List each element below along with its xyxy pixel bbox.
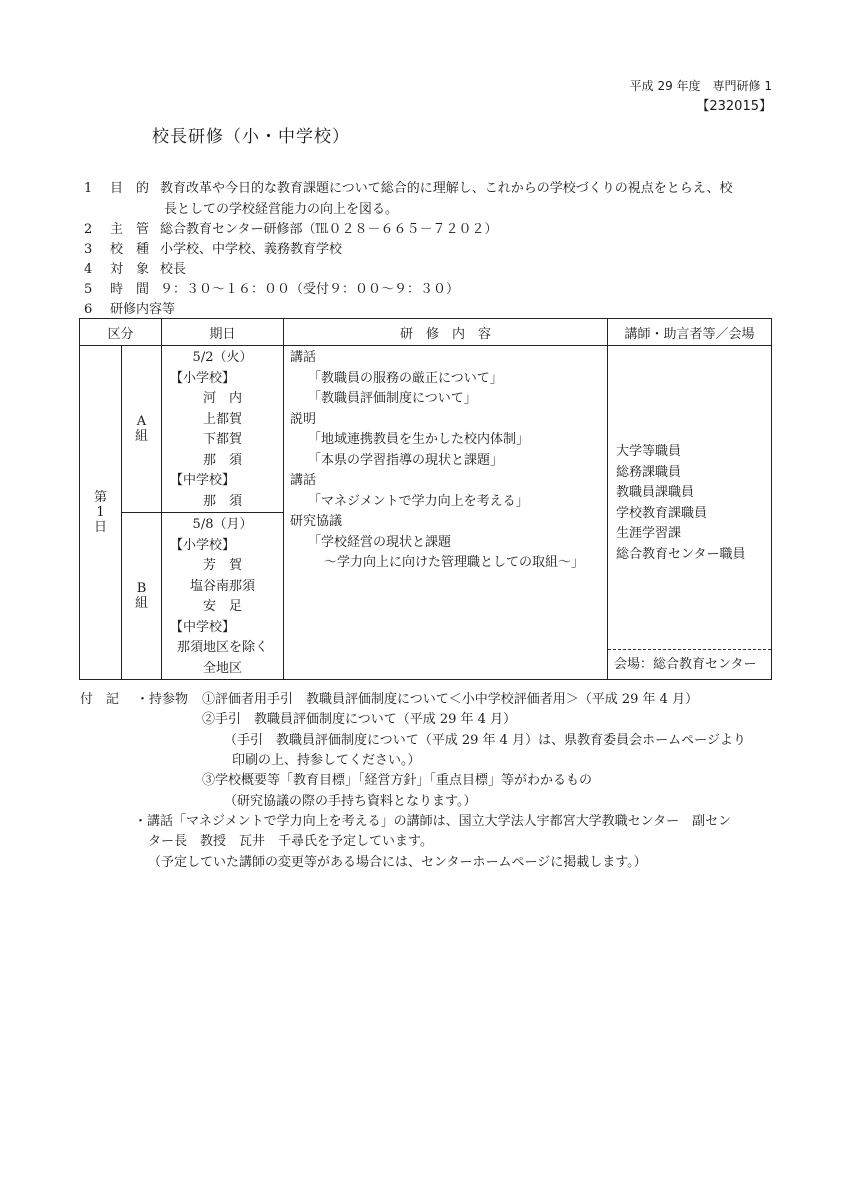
table-header-row: [80, 319, 772, 346]
list-item: 「教職員評価制度について」: [308, 391, 477, 406]
item-number: 2: [84, 222, 93, 237]
item-number: 5: [84, 282, 93, 297]
list-item: 那 須: [203, 452, 243, 468]
table-row: [80, 346, 772, 513]
list-item: 那 須: [203, 493, 243, 509]
item-purpose: [84, 177, 733, 196]
notes-label: 付 記: [80, 692, 120, 707]
item-label: 校 種: [110, 242, 150, 257]
list-item: 那須地区を除く: [177, 640, 269, 655]
group-b-label: B 組: [122, 513, 162, 680]
item-label: 時 間: [110, 282, 150, 297]
note-line: ・講話「マネジメントで学力向上を考える」の講師は、国立大学法人宇都宮大学教職センター 副セン: [134, 814, 732, 829]
note-line: ③学校概要等「教育目標」「経営方針」「重点目標」等がわかるもの: [202, 773, 593, 788]
header-date: 期日: [162, 319, 284, 346]
item-label: 研修内容等: [110, 302, 176, 317]
item-text: 小学校、中学校、義務教育学校: [160, 242, 343, 257]
list-item: 大学等職員: [616, 444, 682, 459]
item-text: 教育改革や今日的な教育課題について総合的に理解し、これからの学校づくりの視点をとらえ、校: [160, 181, 733, 196]
note-line: （予定していた講師の変更等がある場合には、センターホームページに掲載します。）: [148, 855, 647, 870]
group-a-date: 5/2（火）: [192, 350, 253, 365]
list-item: 説明: [290, 411, 317, 427]
group-a-date-cell: [162, 346, 284, 513]
item-school-type: [84, 238, 342, 257]
item-number: 6: [84, 302, 93, 317]
schedule-table: [79, 318, 772, 680]
item-target: [84, 258, 186, 277]
note-line: 印刷の上、持参してください。）: [232, 753, 421, 768]
page-title: 校長研修（小・中学校）: [152, 127, 350, 147]
list-item: 「本県の学習指導の現状と課題」: [308, 452, 504, 468]
header-lecturer: 講師・助言者等／会場: [608, 319, 772, 346]
bring-items-label: ・持参物: [136, 692, 189, 707]
item-number: 3: [84, 242, 93, 257]
item-organizer: [84, 218, 497, 237]
list-item: 下都賀: [203, 432, 243, 447]
list-item: 生涯学習課: [616, 526, 682, 541]
lecturer-cell: [608, 346, 772, 680]
item-label: 目 的: [110, 181, 150, 196]
day-label: 第 1 日: [80, 346, 122, 680]
list-item: 講話: [290, 473, 317, 488]
list-item: 塩谷南那須: [190, 578, 256, 594]
list-item: 「学校経営の現状と課題: [308, 534, 452, 550]
list-item: 全地区: [203, 660, 243, 676]
group-a-label: A 組: [122, 346, 162, 513]
item-contents: [84, 298, 175, 317]
list-item: 「マネジメントで学力向上を考える」: [308, 493, 529, 509]
item-label: 主 管: [110, 222, 150, 237]
list-item: 芳 賀: [203, 558, 243, 573]
note-line: ②手引 教職員評価制度について（平成 29 年 4 月）: [202, 712, 517, 727]
note-line: （研究協議の際の手持ち資料となります。）: [224, 794, 477, 809]
list-item: 【中学校】: [170, 619, 236, 635]
list-item: 研究協議: [290, 514, 343, 529]
course-code: 【232015】: [696, 99, 772, 114]
list-item: 学校教育課職員: [616, 505, 708, 521]
item-text: 総合教育センター研修部（℡０２８－６６５－７２０２）: [160, 222, 498, 237]
note-line: ター長 教授 瓦井 千尋氏を予定しています。: [148, 834, 433, 849]
list-item: 「教職員の服務の厳正について」: [308, 370, 503, 386]
group-b-date-cell: [162, 513, 284, 680]
list-item: 【中学校】: [170, 473, 236, 488]
note-line: （手引 教職員評価制度について（平成 29 年 4 月）は、県教育委員会ホームページより: [224, 733, 746, 748]
item-label: 対 象: [110, 262, 150, 277]
list-item: 総合教育センター職員: [616, 546, 746, 562]
item-number: 1: [84, 181, 93, 196]
item-purpose-continued: 長としての学校経営能力の向上を図る。: [164, 202, 399, 217]
group-b-date: 5/8（月）: [192, 517, 253, 532]
item-text: 校長: [160, 262, 187, 277]
list-item: 【小学校】: [170, 537, 236, 553]
note-line: ①評価者用手引 教職員評価制度について＜小中学校評価者用＞（平成 29 年 4 月）: [202, 692, 699, 707]
list-item: 「地域連携教員を生かした校内体制」: [308, 432, 530, 447]
header-division: 区分: [80, 319, 162, 346]
item-number: 4: [84, 262, 93, 277]
header-content: 研 修 内 容: [284, 319, 608, 346]
list-item: 安 足: [203, 599, 243, 614]
list-item: ～学力向上に向けた管理職としての取組～」: [324, 555, 585, 570]
list-item: 上都賀: [203, 411, 243, 427]
list-item: 総務課職員: [616, 464, 682, 480]
list-item: 【小学校】: [170, 370, 236, 386]
list-item: 講話: [290, 350, 317, 365]
list-item: 河 内: [203, 391, 243, 406]
year-course-label: 平成 29 年度 専門研修 1: [629, 79, 772, 93]
content-cell: [284, 346, 608, 680]
item-text: ９：３０～１６：００（受付９：００～９：３０）: [160, 282, 460, 297]
item-time: [84, 278, 459, 297]
venue-label: 会場：総合教育センター: [608, 649, 771, 679]
list-item: 教職員課職員: [616, 485, 695, 500]
